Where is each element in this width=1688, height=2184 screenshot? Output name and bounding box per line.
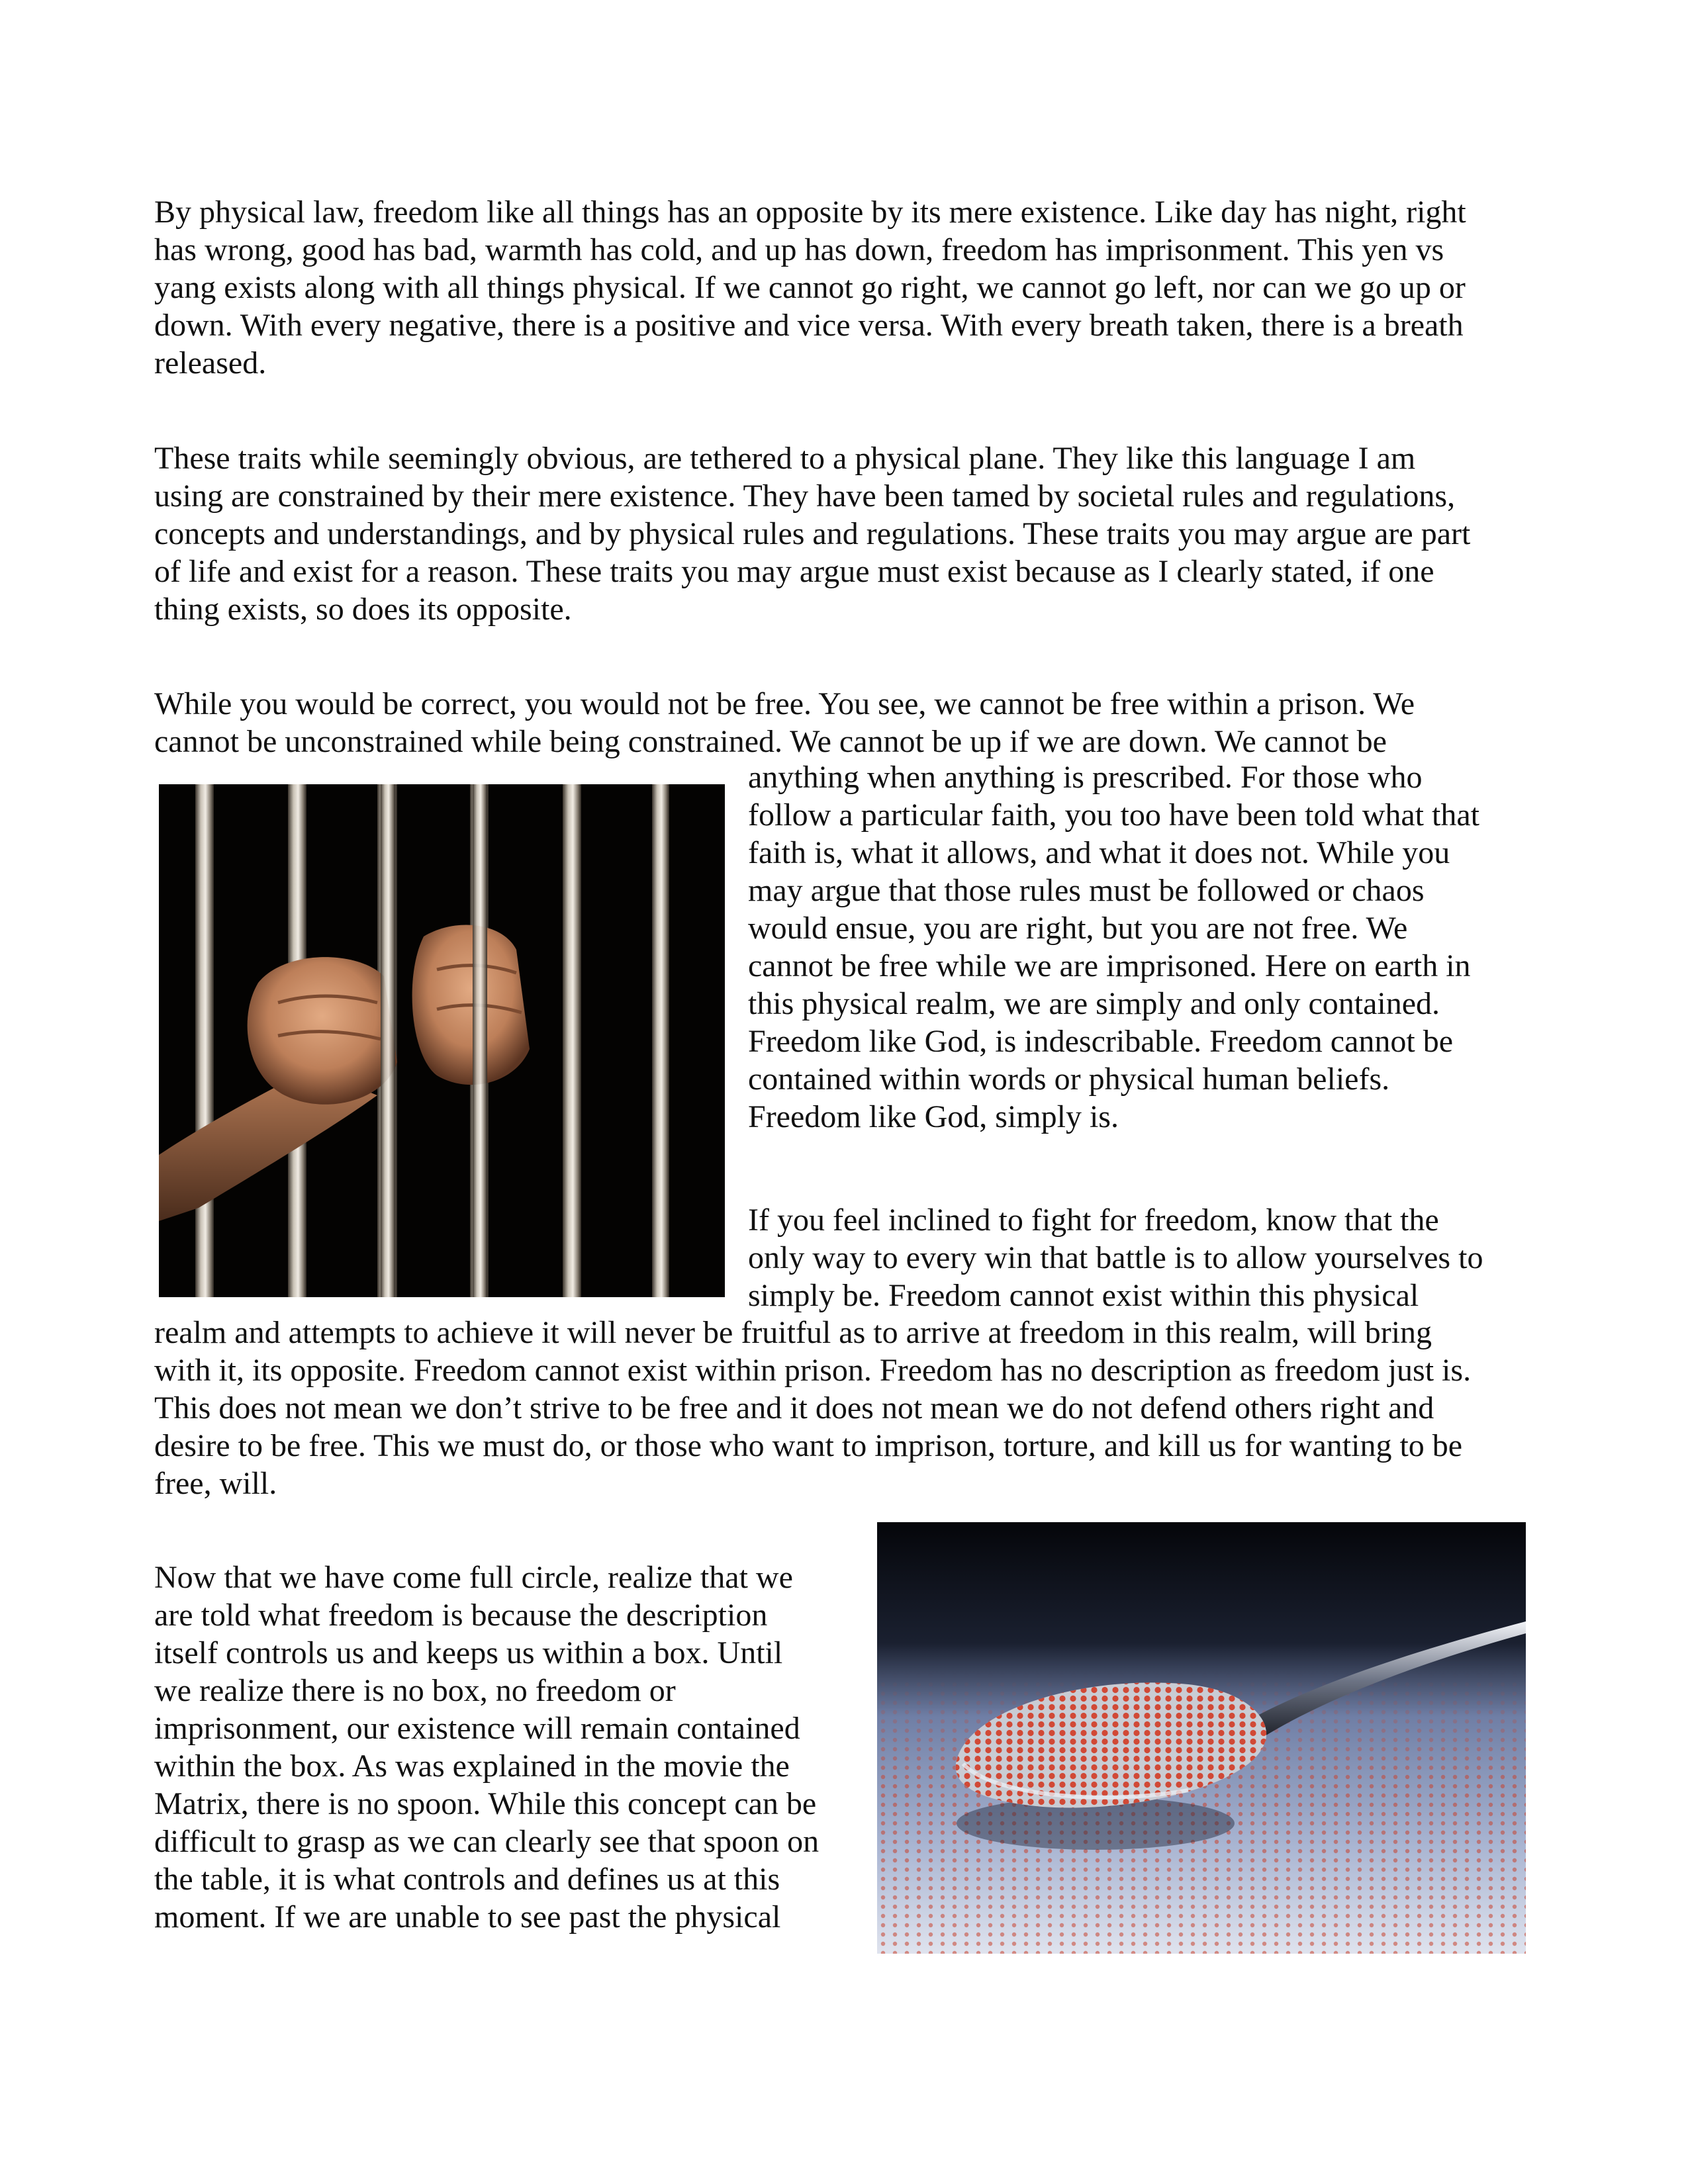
spoon-image [877, 1522, 1526, 1954]
paragraph-5: Now that we have come full circle, realize that we are told what freedom is because the description itself controls us and keeps us within a box. Until we realize there is no box, no freedom or imprisonment, our existence will remain contained within the box. As was explained in the movie the Matrix, there is no spoon. While this concept can be difficult to grasp as we can clearly see that spoon on the table, it is what controls and defines us at this moment. If we are unable to see past the physical [154, 1560, 820, 1934]
spoon-photo [877, 1522, 1526, 1954]
prison-bars-image [159, 784, 725, 1297]
prison-bars-photo [159, 784, 725, 1297]
bar [563, 784, 581, 1297]
bar [652, 784, 669, 1297]
paragraph-4-start: If you feel inclined to fight for freedom, know that the only way to every win that battle is to allow yourselves to simply be. Freedom cannot exist within this physical [748, 1203, 1483, 1313]
paragraph-4-continued: realm and attempts to achieve it will never be fruitful as to arrive at freedom in this realm, will bring with it, its opposite. Freedom cannot exist within prison. Freedom has no description as freedom just is. This does not mean we don’t strive to be free and it does not mean we do not defend others right and desire to be free. This we must do, or those who want to imprison, torture, and kill us for wanting to be free, will. [154, 1315, 1472, 1501]
paragraph-1: By physical law, freedom like all things has an opposite by its mere existence. Like day has night, right has wrong, good has bad, warmth has cold, and up has down, freedom has imprisonment. This yen vs yang exists along with all things physical. If we cannot go right, we cannot go left, nor can we go up or down. With every negative, there is a positive and vice versa. With every breath taken, there is a breath released. [154, 195, 1466, 381]
bar [195, 784, 214, 1297]
paragraph-2: These traits while seemingly obvious, are tethered to a physical plane. They like this language I am using are constrained by their mere existence. They have been tamed by societal rules and regulations, concepts and understandings, and by physical rules and regulations. These traits you may argue are part of life and exist for a reason. These traits you may argue must exist because as I clearly stated, if one thing exists, so does its opposite. [154, 441, 1471, 627]
paragraph-3-wrap: anything when anything is prescribed. For those who follow a particular faith, you too have been told what that faith is, what it allows, and what it does not. While you may argue that those rules must be followed or chaos would ensue, you are right, but you are not free. We cannot be free while we are imprisoned. Here on earth in this physical realm, we are simply and only contained. Freedom like God, is indescribable. Freedom cannot be contained within words or physical human beliefs. Freedom like God, simply is. [748, 760, 1479, 1134]
paragraph-3-start: While you would be correct, you would not be free. You see, we cannot be free within a prison. We cannot be unconstrained while being constrained. We cannot be up if we are down. We cannot be [154, 686, 1415, 759]
